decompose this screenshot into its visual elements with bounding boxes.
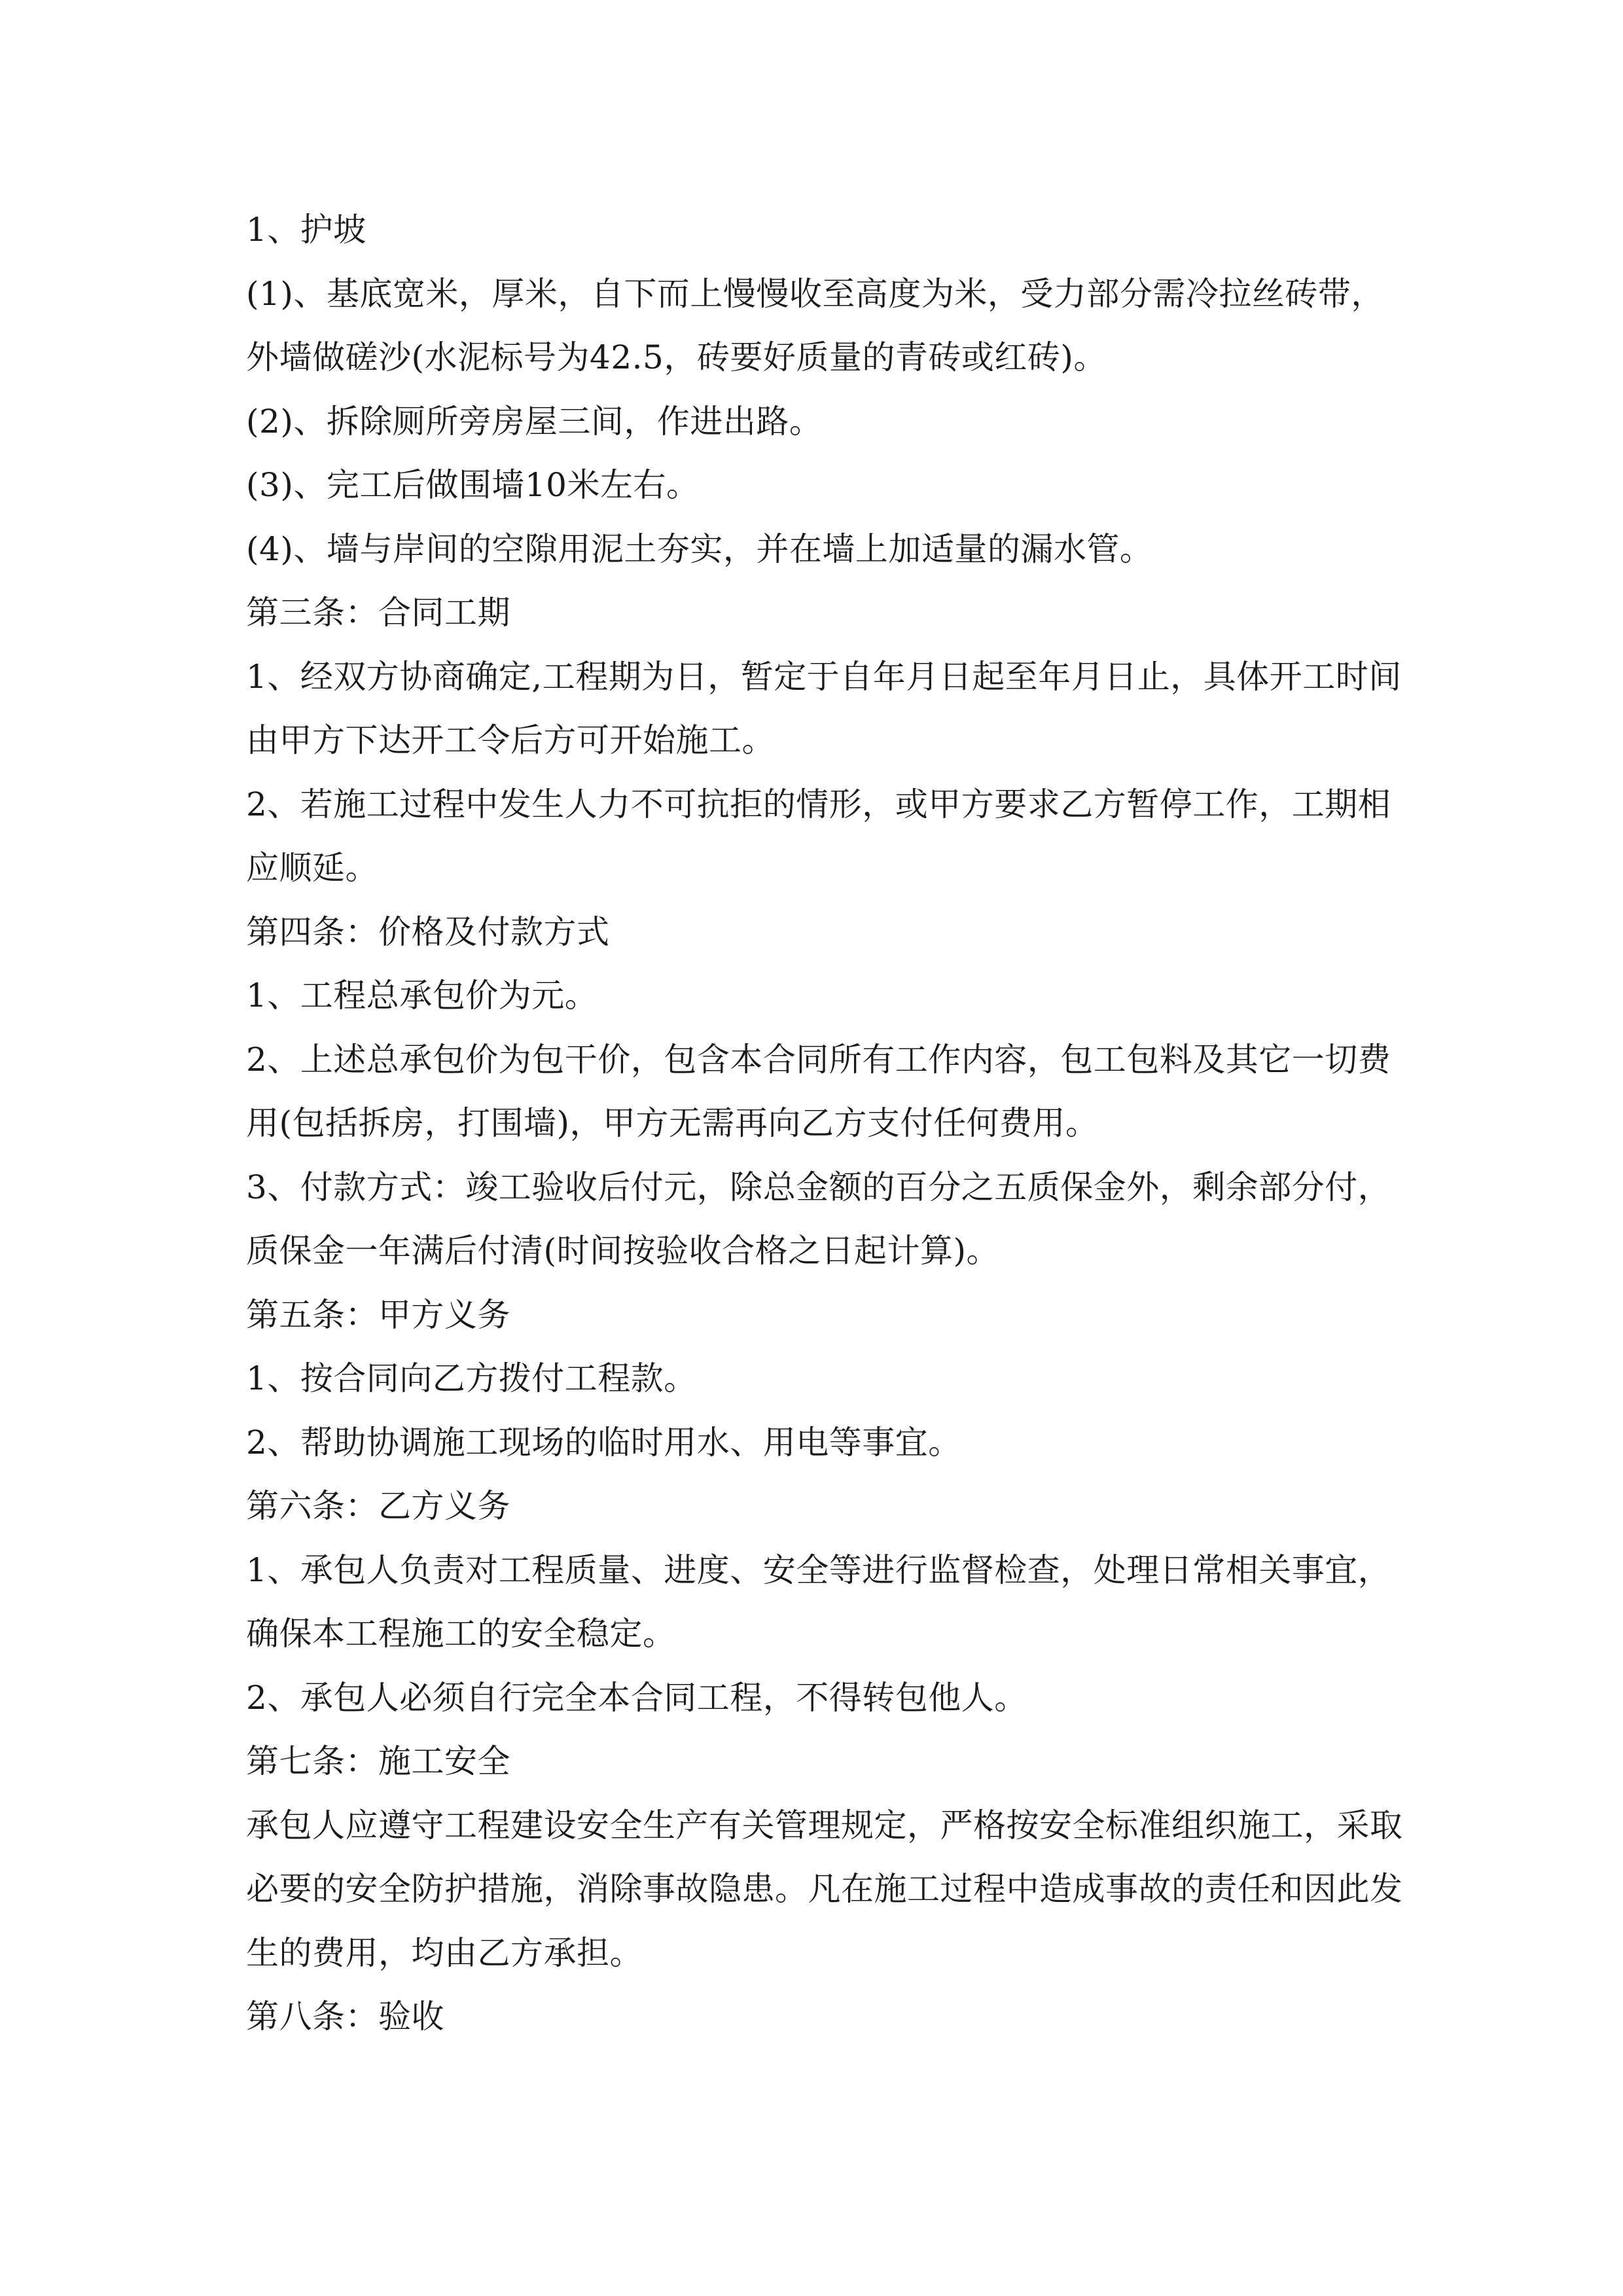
paragraph-line: 2、若施工过程中发生人力不可抗拒的情形，或甲方要求乙方暂停工作，工期相 xyxy=(246,785,1391,823)
paragraph-line: 2、帮助协调施工现场的临时用水、用电等事宜。 xyxy=(246,1423,961,1462)
paragraph-line: 1、按合同向乙方拨付工程款。 xyxy=(246,1359,697,1397)
paragraph-line: 必要的安全防护措施，消除事故隐患。凡在施工过程中造成事故的责任和因此发 xyxy=(246,1870,1403,1908)
paragraph-line: 2、上述总承包价为包干价，包含本合同所有工作内容，包工包料及其它一切费 xyxy=(246,1040,1391,1079)
section-heading: 1、护坡 xyxy=(246,211,366,249)
paragraph-line: 1、工程总承包价为元。 xyxy=(246,977,598,1014)
paragraph-line: 2、承包人必须自行完全本合同工程，不得转包他人。 xyxy=(246,1678,1027,1717)
paragraph-line: (4)、墙与岸间的空隙用泥土夯实，并在墙上加适量的漏水管。 xyxy=(246,529,1153,568)
article-heading: 第五条：甲方义务 xyxy=(246,1295,510,1334)
paragraph-line: 确保本工程施工的安全稳定。 xyxy=(246,1615,676,1653)
paragraph-line: (3)、完工后做围墙10米左右。 xyxy=(246,466,700,504)
paragraph-line: 由甲方下达开工令后方可开始施工。 xyxy=(246,721,775,759)
paragraph-line: 外墙做磋沙(水泥标号为42.5，砖要好质量的青砖或红砖)。 xyxy=(246,338,1107,376)
paragraph-line: 3、付款方式：竣工验收后付元，除总金额的百分之五质保金外，剩余部分付， xyxy=(246,1168,1391,1206)
article-heading: 第八条：验收 xyxy=(246,1998,444,2036)
article-heading: 第三条：合同工期 xyxy=(246,594,510,632)
paragraph-line: (1)、基底宽米，厚米，自下而上慢慢收至高度为米，受力部分需冷拉丝砖带， xyxy=(246,274,1384,313)
paragraph-line: 质保金一年满后付清(时间按验收合格之日起计算)。 xyxy=(246,1232,1000,1270)
paragraph-line: 承包人应遵守工程建设安全生产有关管理规定，严格按安全标准组织施工，采取 xyxy=(246,1806,1403,1844)
article-heading: 第七条：施工安全 xyxy=(246,1742,510,1780)
paragraph-line: 1、承包人负责对工程质量、进度、安全等进行监督检查，处理日常相关事宜， xyxy=(246,1551,1391,1589)
paragraph-line: (2)、拆除厕所旁房屋三间，作进出路。 xyxy=(246,402,823,440)
article-heading: 第四条：价格及付款方式 xyxy=(246,912,610,951)
paragraph-line: 用(包括拆房，打围墙)，甲方无需再向乙方支付任何费用。 xyxy=(246,1104,1099,1142)
paragraph-line: 1、经双方协商确定,工程期为日，暂定于自年月日起至年月日止，具体开工时间 xyxy=(246,657,1402,696)
document-body xyxy=(246,198,1403,2049)
paragraph-line: 生的费用，均由乙方承担。 xyxy=(246,1933,643,1972)
paragraph-line: 应顺延。 xyxy=(246,849,378,887)
article-heading: 第六条：乙方义务 xyxy=(246,1487,510,1525)
